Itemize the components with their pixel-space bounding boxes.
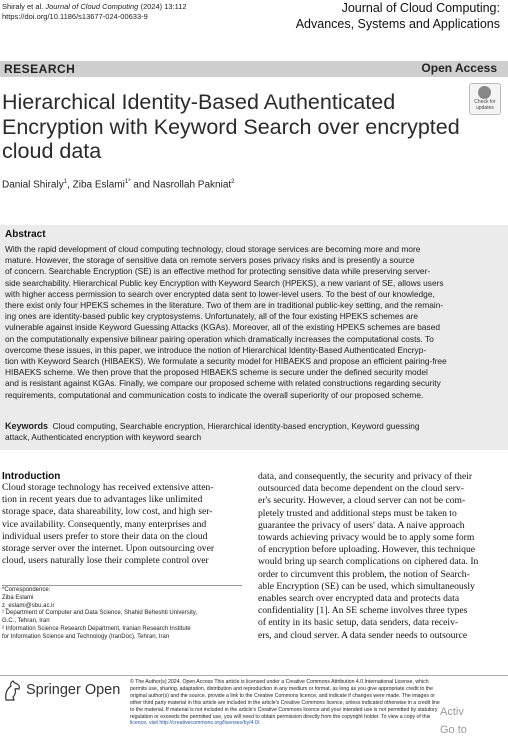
footer-divider [0,675,508,676]
bookmark-icon [478,86,491,99]
abstract-line: and is resistant against KGAs. Finally, we compare our proposed scheme with related constructions regarding security [5,378,441,389]
license-link[interactable]: licence, visit http://creativecommons.org/licenses/by/4.0/. [130,720,261,727]
footnote-line: *Correspondence: [2,587,51,593]
license-line: regulation or exceeds the permitted use, you will need to obtain permission directly from the copyright holder. To view a copy of this [130,713,431,720]
abstract-line: tion with Keyword Search (HIBAEKS). We formulate a security model for HIBAEKS and propose an efficient pairing-free [5,356,447,367]
body-line: Cloud storage technology has received extensive atten- [2,482,214,493]
keywords-list-cont: attack, Authenticated encryption with keyword search [5,432,202,443]
abstract-line: there exist only four HPEKS schemes in the literature. Two of them are in traditional public-key setting, and the remain- [5,300,444,311]
activation-watermark [440,703,467,739]
abstract-line: requirements, computational and communication costs to indicate the overall superiority of our proposed scheme. [5,389,424,400]
badge-line2: updates [476,105,494,111]
body-line: storage server over the internet. Upon outsourcing over [2,543,215,555]
title-line: Hierarchical Identity-Based Authenticated [2,90,396,114]
footnote-line: ² Information Science Research Department, Iranian Research Institute [2,625,191,632]
title-line: Encryption with Keyword Search over encrypted [2,114,460,139]
section-band [0,61,508,77]
body-line: order to circumvent this problem, the notion of Search- [258,568,470,580]
body-line: cloud, users naturally lose their complete control over [2,555,209,567]
body-line: storage space, data shareability, low cost, and high ser- [2,506,213,518]
license-line: other third party material in this article are included in the article's Creative Commons licence, unless indicated otherwise in a credit line [130,699,440,706]
footnote-line: for Information Science and Technology (IranDoc), Tehran, Iran [2,633,170,640]
citation-author: Shiraly et al. [2,2,44,11]
author-separator: and [130,179,153,191]
license-line: to the material. If material is not included in the article's Creative Commons licence and your intended use is not permitted by statutory [130,706,438,713]
footnotes [2,587,242,642]
keywords [5,421,497,443]
footnote-line: Ziba Eslami [2,594,34,601]
footnote-line: ¹ Department of Computer and Data Science, Shahid Beheshti University, [2,610,197,617]
abstract-heading: Abstract [5,229,46,240]
body-line: guarantee the privacy of users' data. A naive approach [258,519,465,531]
footnote-divider [2,585,242,586]
article-title [2,90,462,164]
citation-line [2,2,187,22]
badge-line1: Check for [474,99,496,105]
license-line: © The Author(s) 2024. Open Access This article is licensed under a Creative Commons Attribution 4.0 International License, which [130,679,429,685]
body-line: data, and consequently, the security and privacy of their [258,471,473,482]
citation-journal: Journal of Cloud Computing [45,2,139,11]
journal-name-line2: Advances, Systems and Applications [295,17,500,31]
body-line: able Encryption (SE) can be used, which simultaneously [258,580,475,592]
correspondence-email[interactable]: z_eslami@sbu.ac.ir [2,602,55,609]
springer-horse-icon [2,680,22,702]
author-affiliation: 1 [63,179,68,185]
body-line: of encryption before uploading. However, this technique [258,544,476,556]
journal-name-line1: Journal of Cloud Computing: [341,1,500,15]
abstract-line: overcome these issues, in this paper, we introduce the notion of Hierarchical Identity-Based Authenticated Encryp- [5,344,427,355]
keywords-label: Keywords [5,421,49,431]
body-line: individual users prefer to store their data on the cloud [2,530,208,542]
body-line: of entity in its basic setup, data senders, data receiv- [258,617,459,629]
author-name[interactable]: Ziba Eslami [72,179,125,191]
body-line: enables search over encrypted data and protects data [258,593,460,605]
body-line: pletely trusted and additional steps must be taken to [258,507,457,519]
license-line: permits use, sharing, adaptation, distribution and reproduction in any medium or format, as long as you give appropriate credit to the [130,685,434,692]
keywords-list: Cloud computing, Searchable encryption, Hierarchical identity-based encryption, Keyword guessing [52,421,420,431]
abstract-line: on the computationally expensive bilinear pairing operation which dramatically increases the computational costs. To [5,333,434,344]
body-column-right [258,471,500,642]
abstract-line: mature. However, the storage of sensitive data on remote servers poses privacy risks and is presently a source [5,255,415,266]
abstract-line: with higher access permission to search over encrypted data sent to lower-level users. To the best of our knowledge, [5,288,435,299]
publisher-name: Springer Open [26,682,121,698]
citation-volume: (2024) 13:112 [140,2,187,11]
license-line: original author(s) and the source, provide a link to the Creative Commons licence, and indicate if changes were made. The images or [130,692,435,699]
open-access-label: Open Access [421,61,497,75]
doi-link[interactable]: https://doi.org/10.1186/s13677-024-00633-9 [2,12,148,21]
footnote-line: G.C., Tehran, Iran [2,618,50,625]
author-name[interactable]: Nasrollah Pakniat [152,179,232,191]
title-line: cloud data [2,139,102,163]
watermark-line: Activ [440,706,464,718]
abstract-line: vulnerable against inside Keyword Guessing Attacks (KGAs). Moreover, all of the existing HPEKS schemes are based [5,322,441,333]
author-name[interactable]: Danial Shiraly [2,179,64,191]
author-list: Danial Shiraly$^1$, Ziba Eslami$^{1*}$ and Nasrollah Pakniat$^2$ [2,179,235,191]
body-line: vice availability. Consequently, many enterprises and [2,518,207,530]
abstract-line: ing ones are identity-based public key cryptosystems. Unfortunately, all of the four existing HPEKS schemes are [5,311,419,322]
abstract-line: of concern. Searchable Encryption (SE) is an effective method for protecting sensitive data while preserving server- [5,266,431,277]
introduction-heading: Introduction [2,471,61,482]
body-line: er's security. However, a cloud server can not be com- [258,495,466,507]
section-label: RESEARCH [4,62,76,76]
body-line: confidentiality [1]. An SE scheme involves three types [258,605,468,617]
body-line: tion in recent years due to advantages like unlimited [2,494,203,506]
abstract-line: side searchability. Hierarchical Public key Encryption with Keyword Search (HPEKS), a new variant of SE, allows users [5,277,444,288]
body-line: ers, and cloud server. A data sender needs to outsource [258,629,468,641]
body-line: would bring up search complications on ciphered data. In [258,556,479,568]
body-line: towards achieving privacy would be to apply some form [258,532,475,544]
journal-name [296,0,500,32]
springer-open-logo [2,680,124,704]
body-line: outsourced data become dependent on the cloud serv- [258,483,464,495]
abstract-line: HIBAEKS scheme. We then prove that the proposed HIBAEKS scheme is secure under the defined security model [5,367,428,378]
abstract-line: With the rapid development of cloud computing technology, cloud storage services are becoming more and more [5,244,421,254]
author-affiliation: 1* [124,179,131,185]
body-column-left [2,482,245,567]
abstract-text [5,244,497,401]
check-for-updates-badge[interactable] [469,83,501,115]
author-affiliation: 2 [231,179,235,185]
watermark-line: Go to [440,724,467,736]
